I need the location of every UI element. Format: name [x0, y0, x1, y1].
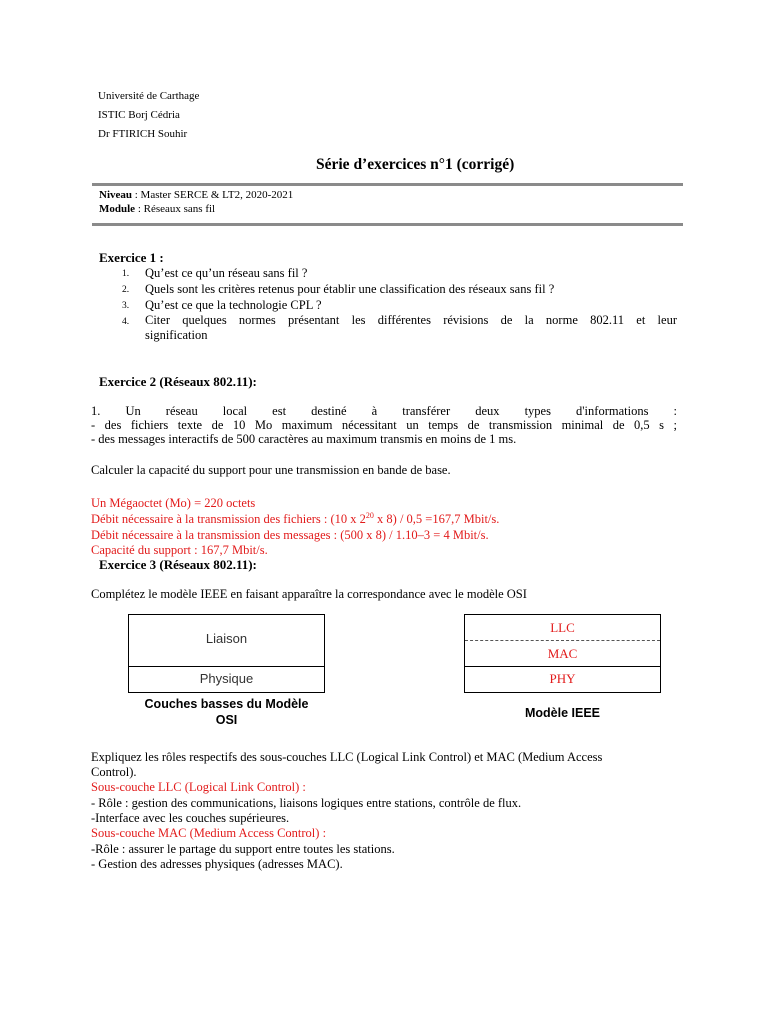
institute-name: ISTIC Borj Cédria — [98, 109, 180, 121]
ieee-layer-phy: PHY — [549, 671, 576, 686]
ex2-line3: - des messages interactifs de 500 caractères au maximum transmis en moins de 1 ms. — [91, 432, 517, 446]
exercice1-heading: Exercice 1 : — [99, 250, 164, 265]
mac-role: -Rôle : assurer le partage du support entre toutes les stations. — [91, 842, 395, 856]
q4-text: Citer quelques normes présentant les différentes révisions de la norme 802.11 et leur — [145, 313, 677, 327]
bottom-rule — [92, 223, 683, 226]
ieee-caption: Modèle IEEE — [524, 706, 601, 720]
meta-niveau — [99, 189, 293, 201]
osi-layer-physique: Physique — [199, 671, 254, 686]
q1-text: Qu’est ce qu’un réseau sans fil ? — [145, 266, 308, 280]
ex2-answer2 — [91, 512, 499, 527]
q3-num: 3. — [122, 301, 130, 311]
ieee-dashed-divider — [465, 640, 660, 641]
module-label: Module — [99, 203, 136, 215]
ieee-layer-llc: LLC — [550, 620, 575, 635]
ieee-model-box — [464, 614, 661, 693]
ex2-question: Calculer la capacité du support pour une transmission en bande de base. — [91, 463, 451, 477]
llc-title: Sous-couche LLC (Logical Link Control) : — [91, 780, 306, 794]
exercice3-heading: Exercice 3 (Réseaux 802.11): — [99, 557, 257, 572]
ex2-line1: 1. Un réseau local est destiné à transférer deux types d'informations : — [91, 404, 677, 418]
page-title: Série d’exercices n°1 (corrigé) — [316, 156, 515, 173]
ex3-question-line2: Control). — [91, 765, 137, 779]
osi-caption-line2: OSI — [215, 713, 238, 727]
q4-num: 4. — [122, 317, 130, 327]
teacher-name: Dr FTIRICH Souhir — [98, 128, 188, 140]
ex2-answer2-exponent: 20 — [365, 510, 374, 520]
niveau-value: : Master SERCE & LT2, 2020-2021 — [132, 189, 294, 201]
mac-title: Sous-couche MAC (Medium Access Control) : — [91, 826, 327, 840]
ex2-line2: - des fichiers texte de 10 Mo maximum nécessitant un temps de transmission minimal de 0,5 s ; — [91, 418, 677, 432]
q2-num: 2. — [122, 285, 130, 295]
osi-divider — [129, 666, 324, 667]
mac-addresses: - Gestion des adresses physiques (adresses MAC). — [91, 857, 343, 871]
ieee-divider — [465, 666, 660, 667]
osi-caption-line1: Couches basses du Modèle — [144, 697, 309, 711]
ex2-answer2-b: x 8) / 0,5 =167,7 Mbit/s. — [373, 512, 500, 526]
ex2-answer4: Capacité du support : 167,7 Mbit/s. — [91, 543, 268, 557]
q2-text: Quels sont les critères retenus pour établir une classification des réseaux sans fil ? — [145, 282, 555, 296]
niveau-label: Niveau — [99, 189, 132, 201]
ex2-answer1: Un Mégaoctet (Mo) = 220 octets — [91, 496, 256, 510]
ex3-question-line1: Expliquez les rôles respectifs des sous-couches LLC (Logical Link Control) et MAC (Medium Access — [91, 750, 603, 764]
exercice2-heading: Exercice 2 (Réseaux 802.11): — [99, 374, 257, 389]
osi-model-box — [128, 614, 325, 693]
q3-text: Qu’est ce que la technologie CPL ? — [145, 298, 322, 312]
ex2-answer3: Débit nécessaire à la transmission des messages : (500 x 8) / 1.10–3 = 4 Mbit/s. — [91, 528, 489, 542]
meta-module — [99, 203, 215, 215]
osi-layer-liaison: Liaison — [205, 631, 248, 646]
ex2-answer2-a: Débit nécessaire à la transmission des fichiers : (10 x 2 — [91, 512, 366, 526]
llc-interface: -Interface avec les couches supérieures. — [91, 811, 290, 825]
llc-role: - Rôle : gestion des communications, liaisons logiques entre stations, contrôle de flux. — [91, 796, 522, 810]
ieee-layer-mac: MAC — [547, 646, 578, 661]
university-name: Université de Carthage — [98, 90, 200, 102]
q4-text-cont: signification — [145, 328, 208, 342]
module-value: : Réseaux sans fil — [135, 203, 216, 215]
top-rule — [92, 183, 683, 186]
ex3-instruction: Complétez le modèle IEEE en faisant apparaître la correspondance avec le modèle OSI — [91, 587, 527, 601]
q1-num: 1. — [122, 269, 130, 279]
